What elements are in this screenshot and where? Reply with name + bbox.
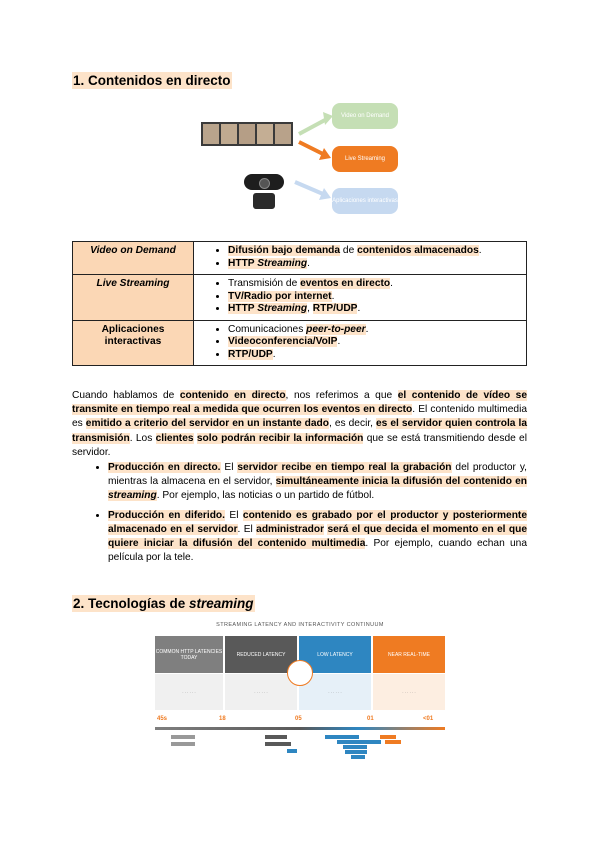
list-item: • Transmisión de eventos en directo. — [228, 278, 522, 291]
pill-live-streaming: Live Streaming — [332, 146, 398, 172]
tick-label: 45s — [157, 716, 168, 722]
row-content — [194, 275, 527, 321]
tech-badge — [351, 755, 365, 759]
latency-marker — [287, 660, 313, 686]
tick-label: 18 — [219, 716, 226, 722]
list-item: • Producción en diferido. El contenido es grabado por el productor y posteriormente almacenado en el servidor. El administrador será el que decida el momento en el que quiere iniciar la difusión del contenido multimedia. Por ejemplo, cuando echan una película por la tele. — [108, 509, 527, 566]
tech-badge — [287, 749, 297, 753]
list-item: • HTTP Streaming. — [228, 258, 522, 271]
list-item: • TV/Radio por internet. — [228, 291, 522, 304]
tech-badge — [265, 742, 291, 746]
tech-badge — [385, 740, 401, 744]
section-1-title: 1. Contenidos en directo — [73, 73, 231, 88]
comparison-table — [72, 241, 527, 366]
column-description: · · · · · · — [225, 674, 297, 710]
column-description: · · · · · · — [155, 674, 223, 710]
tech-badge — [337, 740, 381, 744]
column-near-realtime: NEAR REAL-TIME — [373, 636, 445, 673]
row-header: Video on Demand — [73, 242, 194, 275]
list-item: • Videoconferencia/VoIP. — [228, 336, 522, 349]
tech-badge — [171, 742, 195, 746]
table-row — [73, 242, 527, 275]
intro-paragraph: Cuando hablamos de contenido en directo, nos referimos a que el contenido de vídeo se transmite en tiempo real a medida que ocurren los eventos en directo. El contenido multimedia es emitido a criterio del servidor en un instante dado, es decir, es el servidor quien controla la transmisión. Los clientes solo podrán recibir la información que se está transmitiendo desde el servidor. — [72, 390, 527, 458]
tech-badge — [343, 745, 367, 749]
latency-continuum-image — [155, 622, 445, 762]
tech-badge — [345, 750, 367, 754]
row-content — [194, 242, 527, 275]
row-header: Live Streaming — [73, 275, 194, 321]
pill-interactive-apps: Aplicaciones interactivas — [332, 188, 398, 214]
column-common-http: COMMON HTTP LATENCIES TODAY — [155, 636, 223, 673]
row-content — [194, 320, 527, 366]
tech-badge — [325, 735, 359, 739]
list-item: • RTP/UDP. — [228, 349, 522, 362]
delivery-diagram — [195, 98, 405, 218]
tick-label: 01 — [367, 716, 374, 722]
tech-badge — [380, 735, 396, 739]
list-item: • Producción en directo. El servidor recibe en tiempo real la grabación del productor y, mientras la almacena en el servidor, simultáneamente inicia la difusión del contenido en streaming. Por ejemplo, las noticias o un partido de fútbol. — [108, 461, 527, 504]
list-item: • Comunicaciones peer-to-peer. — [228, 324, 522, 337]
chart-title: STREAMING LATENCY AND INTERACTIVITY CONTINUUM — [216, 622, 384, 628]
tech-badge — [265, 735, 287, 739]
pill-video-on-demand: Video on Demand — [332, 103, 398, 129]
list-item: • HTTP Streaming, RTP/UDP. — [228, 303, 522, 316]
table-row — [73, 320, 527, 366]
list-item: • Difusión bajo demanda de contenidos almacenados. — [228, 245, 522, 258]
row-header: Aplicaciones interactivas — [73, 320, 194, 366]
tech-badge — [171, 735, 195, 739]
column-description: · · · · · · — [373, 674, 445, 710]
production-list — [72, 461, 527, 565]
column-reduced: REDUCED LATENCY — [225, 636, 297, 673]
column-description: · · · · · · — [299, 674, 371, 710]
table-row — [73, 275, 527, 321]
column-low: LOW LATENCY — [299, 636, 371, 673]
axis-bar — [155, 727, 445, 730]
tick-label: 05 — [295, 716, 302, 722]
section-2-title: 2. Tecnologías de streaming — [73, 596, 254, 611]
tick-label: <01 — [423, 716, 434, 722]
